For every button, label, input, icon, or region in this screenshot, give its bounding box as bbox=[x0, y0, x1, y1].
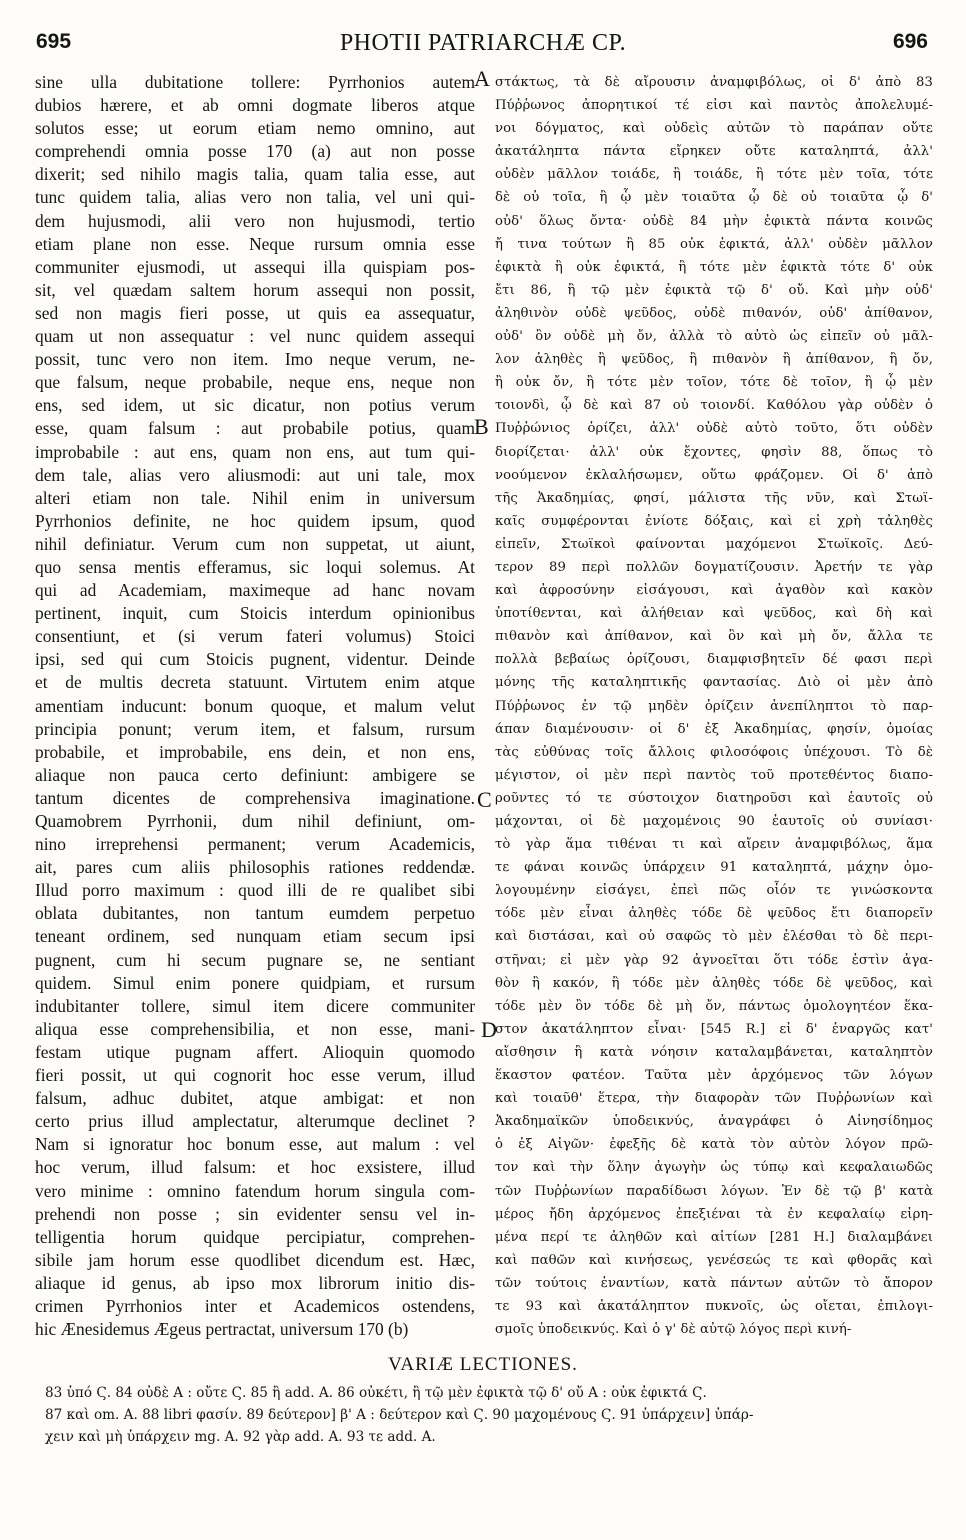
latin-text-line: hoc verum, illud falsum: et hoc exsistere, illud bbox=[35, 1157, 475, 1178]
greek-text-line: τερον 89 περὶ πολλῶν δογματίζουσιν. Ἀρετήν τε γὰρ bbox=[495, 559, 933, 575]
greek-text-line: τῆς Ἀκαδημίας, φησί, μάλιστα τῆς νῦν, καὶ Στωϊ- bbox=[495, 490, 933, 506]
latin-text-line: et de multis decreta statuunt. Virtutem enim atque bbox=[35, 672, 475, 693]
latin-text-line: Illud porro maximum : quod illi de re qualibet sibi bbox=[35, 880, 475, 901]
greek-text-line: ἀληθινὸν οὐδὲ ψεῦδος, οὐδὲ πιθανόν, οὐδ' ἀπίθανον, bbox=[495, 305, 933, 321]
latin-text-line: quam ut non assequatur : vel nunc quidem assequi bbox=[35, 326, 475, 347]
greek-text-line: τῶν τούτοις ἐναντίων, κατὰ πάντων αὐτῶν τὸ ἄπορον bbox=[495, 1275, 933, 1291]
latin-text-line: prehendi non posse ; sin evidenter sensu vel in- bbox=[35, 1203, 475, 1224]
variae-lectiones-heading: VARIÆ LECTIONES. bbox=[388, 1354, 578, 1375]
latin-text-line: communiter ejusmodi, ut assequi illa quispiam pos- bbox=[35, 256, 475, 277]
greek-text-line: τοιονδὶ, ᾧ δὲ καὶ 87 οὐ τοιονδί. Καθόλου γὰρ οὐδὲν ὁ bbox=[495, 398, 933, 414]
greek-text-line: καὶ παθῶν καὶ κινήσεως, γενέσεώς τε καὶ φθορᾶς καὶ bbox=[495, 1252, 933, 1268]
greek-text-line: μάχονται, οἱ δὲ μαχομένοις 90 ἑαυτοῖς οὐ συνίασι· bbox=[495, 814, 933, 829]
latin-text-line: telligentia horum quidque percipiatur, comprehen- bbox=[35, 1226, 475, 1247]
greek-text-line: ἔτι 86, ἢ τῷ μὲν ἐφικτὰ τῷ δ' οὔ. Καὶ μὴν οὐδ' bbox=[495, 282, 933, 298]
variant-note-line: 83 ὑπό Ϛ. 84 οὐδὲ A : οὔτε Ϛ. 85 ἢ add. A. 86 οὐκέτι, ἢ τῷ μὲν ἐφικτὰ τῷ δ' οὔ A : οὐκ ἐφικτά Ϛ. bbox=[45, 1385, 707, 1401]
latin-text-line: pertinent, inquit, cum Stoicis interdum opinionibus bbox=[35, 603, 475, 624]
latin-text-line: que falsum, neque probabile, neque ens, neque non bbox=[35, 372, 475, 393]
latin-text-line: nihil definiatur. Verum cum non suppetat, ut aiunt, bbox=[35, 533, 475, 554]
greek-text-line: τον καὶ τὴν ὅλην ἀγωγὴν ὡς τύπῳ καὶ κεφαλαιωδῶς bbox=[495, 1160, 933, 1176]
latin-text-line: dubios hærere, et ab omni dogmate liberos atque bbox=[35, 95, 475, 116]
margin-letter-c: C bbox=[477, 787, 492, 812]
greek-text-line: Πύῤῥωνος ἐν τῷ μηδὲν ὁρίζειν ἀνεπίληπτοι τὸ παρ- bbox=[495, 698, 933, 714]
greek-text-line: καὶ ἀφροσύνην εἰσάγουσι, καὶ ἀγαθὸν καὶ κακὸν bbox=[495, 583, 933, 599]
latin-text-line: tantum dicentes de comprehensiva imaginatione. bbox=[35, 787, 475, 808]
greek-text-line: στον ἀκατάληπτον εἶναι· [545 R.] εἰ δ' ἐναργῶς κατ' bbox=[495, 1021, 933, 1037]
latin-text-line: falsum, adhuc dubitet, atque ambigat: et non bbox=[35, 1088, 475, 1109]
greek-text-line: θὸν ἢ κακόν, ἢ τόδε μὲν ἀληθὲς τόδε δὲ ψεῦδος, καὶ bbox=[495, 975, 933, 991]
greek-text-line: στάκτως, τὰ δὲ αἴρουσιν ἀναμφιβόλως, οἱ δ' ἀπὸ 83 bbox=[495, 75, 933, 90]
greek-text-line: τὸ γὰρ ἅμα τιθέναι τι καὶ αἴρειν ἀναμφιβόλως, ἅμα bbox=[495, 837, 933, 853]
greek-text-line: τῶν Πυῤῥωνίων παραδίδωσι λόγων. Ἐν δὲ τῷ β' κατὰ bbox=[495, 1183, 933, 1199]
latin-column bbox=[35, 71, 475, 1351]
greek-text-line: αἴσθησιν ἢ κατὰ νόησιν καταλαμβάνεται, καταληπτὸν bbox=[495, 1044, 933, 1060]
latin-text-line: tunc quidem talia, alias vero non talia, vel uni qui- bbox=[35, 187, 475, 208]
latin-text-line: amentiam inducunt: bonum quoque, et malum velut bbox=[35, 695, 475, 716]
greek-text-line: νοούμενον ἐκλαλήσωμεν, οὕτω φράζομεν. Οἱ δ' ἀπὸ bbox=[495, 467, 933, 483]
greek-text-line: πιθανὸν καὶ ἀπίθανον, καὶ ὂν καὶ μὴ ὄν, ἄλλα τε bbox=[495, 629, 933, 645]
greek-text-line: τε 93 καὶ ἀκατάληπτον πυκνοῖς, ὡς οἴεται, ἐπιλογι- bbox=[495, 1298, 933, 1314]
greek-text-line: σμοῖς ὑποδεικνύς. Καὶ ὁ γ' δὲ αὐτῷ λόγος περὶ κινή- bbox=[495, 1322, 852, 1338]
latin-text-line: etiam plane non esse. Neque rursum omnia esse bbox=[35, 233, 475, 254]
latin-text-line: nino irreprehensi permanent; verum Academicis, bbox=[35, 834, 475, 855]
latin-text-line: sine ulla dubitatione tollere: Pyrrhonios autem bbox=[35, 72, 475, 92]
greek-text-line: οὐδ' ὅλως ὄντα· οὐδὲ 84 μὴν ἐφικτὰ πάντα κοινῶς bbox=[495, 213, 933, 229]
latin-text-line: ipsi, sed qui cum Stoicis pugnent, videntur. Deinde bbox=[35, 649, 475, 670]
greek-text-line: μέγιστον, οἱ μὲν περὶ παντὸς τοῦ προτεθέντος διαπο- bbox=[495, 767, 933, 783]
greek-text-line: τόδε μὲν ὂν τόδε δὲ μὴ ὄν, πάντως ὁμολογητέον ἕκα- bbox=[495, 998, 933, 1014]
greek-text-line: δὲ οὐ τοῖα, ἢ ᾧ μὲν τοιαῦτα ᾧ δὲ οὐ τοιαῦτα ᾧ δ' bbox=[495, 190, 933, 206]
latin-text-line: aliaque id genus, ab ipso mox librorum initio dis- bbox=[35, 1272, 475, 1293]
page-number-right: 696 bbox=[892, 30, 928, 53]
greek-text-line: καῖς συμφέρονται ἐνίοτε δόξαις, καὶ εἰ χρὴ τἀληθὲς bbox=[495, 513, 933, 529]
latin-text-line: consentiunt, et (si verum fateri volumus) Stoici bbox=[35, 626, 475, 647]
latin-text-line: sed non magis fieri posse, ut quis ea assequatur, bbox=[35, 302, 475, 323]
latin-text-line: qui ad Academiam, maximeque ad hanc novam bbox=[35, 580, 475, 601]
latin-text-line: pugnent, cum hi secum pugnare se, ne sentiant bbox=[35, 949, 475, 970]
greek-text-line: τόδε μὲν εἶναι ἀληθὲς τόδε δὲ ψεῦδος ἔτι διαπορεῖν bbox=[495, 906, 933, 922]
greek-text-line: άπαν διαμένουσιν· οἱ δ' ἐξ Ἀκαδημίας, φησίν, ὁμοίας bbox=[495, 721, 933, 737]
variant-note-line: 87 καὶ om. A. 88 libri φασίν. 89 δεύτερον] β' A : δεύτερον καὶ Ϛ. 90 μαχομένους Ϛ. 91 ὑπάρχειν] ὑπάρ- bbox=[45, 1407, 754, 1423]
latin-text-line: comprehendi omnia posse 170 (a) aut non posse bbox=[35, 141, 475, 162]
greek-text-line: Πύῤῥωνος ἀπορητικοί τέ εἰσι καὶ παντὸς ἀπολελυμέ- bbox=[495, 98, 933, 114]
greek-text-line: λογουμένην εἰσάγει, ἐπεὶ πῶς οἷόν τε γινώσκοντα bbox=[495, 883, 933, 899]
greek-text-line: καὶ διστάσαι, καὶ οὐ σαφῶς τὸ μὲν ἑλέσθαι τὸ δὲ περι- bbox=[495, 929, 933, 945]
page-number-left: 695 bbox=[36, 30, 72, 53]
greek-text-line: διορίζεται· ἀλλ' οὐκ ἔχοντες, φησὶν 88, ὅπως τὸ bbox=[495, 444, 933, 460]
latin-text-line: Pyrrhonios definite, ne hoc quidem ipsum, quod bbox=[35, 510, 475, 531]
variant-note-line: χειν καὶ μὴ ὑπάρχειν mg. A. 92 γὰρ add. A. 93 τε add. A. bbox=[45, 1429, 436, 1445]
latin-text-line: festam utique pugnam affert. Alioquin quomodo bbox=[35, 1041, 475, 1062]
latin-text-line: sibile jam horum esse quodlibet dicendum est. Hæc, bbox=[35, 1249, 475, 1270]
latin-text-line: ait, pares cum aliis philosophis rationes reddendæ. bbox=[35, 857, 475, 878]
page-header bbox=[0, 30, 966, 64]
latin-text-line: Quamobrem Pyrrhonii, dum nihil definiunt, om- bbox=[35, 811, 475, 831]
greek-text-line: ἐφικτὰ ἢ οὐκ ἐφικτά, ἢ τότε μὲν ἐφικτὰ τότε δ' οὐκ bbox=[495, 259, 933, 275]
latin-text-line: vero minime : omnino fatendum horum singula com- bbox=[35, 1180, 475, 1201]
latin-text-line: dem hujusmodi, alii vero non hujusmodi, tertio bbox=[35, 210, 475, 231]
latin-text-line: aliqua esse comprehensibilia, et non esse, mani- bbox=[35, 1018, 475, 1039]
greek-text-line: ἢ οὐκ ὄν, ἢ τότε μὲν τοῖον, τότε δὲ τοῖον, ἢ ᾧ μὲν bbox=[495, 375, 933, 391]
greek-text-line: ὁ ἐξ Αἰγῶν· ἐφεξῆς δὲ κατὰ τὸν αὐτὸν λόγον πρῶ- bbox=[495, 1137, 933, 1153]
latin-text-line: hic Ænesidemus Ægeus pertractat, universum 170 (b) bbox=[35, 1319, 409, 1340]
latin-text-line: quidem. Simul enim ponere quidpiam, et rursum bbox=[35, 972, 475, 993]
greek-text-line: οὐδ' ὂν οὐδὲ μὴ ὄν, ἀλλὰ τὸ αὐτὸ ὡς εἰπεῖν οὐ μᾶλ- bbox=[495, 329, 933, 345]
latin-text-line: fieri possit, ut qui cognorit hoc esse verum, illud bbox=[35, 1065, 475, 1086]
latin-text-line: probabile, et improbabile, ens dein, et non ens, bbox=[35, 741, 475, 762]
latin-text-line: aliaque non pauca certo definiunt: ambigere se bbox=[35, 764, 475, 785]
latin-text-line: indubitanter tollere, simul item dicere communiter bbox=[35, 995, 475, 1016]
greek-text-line: μέρος ἤδη ἀρχόμενος ἐπεξιέναι τὰ ἐν κεφαλαίῳ εἰρη- bbox=[495, 1206, 933, 1222]
greek-text-line: μόνης τῆς καταληπτικῆς φαντασίας. Διὸ οἱ μὲν ἀπὸ bbox=[495, 675, 933, 691]
latin-text-line: improbabile : aut ens, quam non ens, aut tum qui- bbox=[35, 441, 475, 462]
greek-text-line: ἤ τινα τούτων ἢ 85 οὐκ ἐφικτά, ἀλλ' οὐδὲν μᾶλλον bbox=[495, 236, 933, 252]
latin-text-line: possit, tunc vero non item. Imo neque verum, ne- bbox=[35, 349, 475, 370]
greek-text-line: Πυῤῥώνιος ὁρίζει, ἀλλ' οὐδὲ αὐτὸ τοῦτο, ὅτι οὐδὲν bbox=[495, 421, 933, 437]
greek-text-line: τε φάναι κοινῶς ὑπάρχειν 91 καταληπτά, μάχην ὁμο- bbox=[495, 860, 933, 876]
latin-text-line: dixerit; sed nihilo magis talia, quam talia esse, aut bbox=[35, 164, 475, 185]
greek-text-line: λον ἀληθὲς ἢ ψεῦδος, ἢ πιθανὸν ἢ ἀπίθανον, ἢ ὄν, bbox=[495, 352, 933, 368]
latin-text-line: sit, vel quædam saltem horum assequi non possit, bbox=[35, 279, 475, 300]
latin-text-line: crimen Pyrrhonios inter et Academicos ostendens, bbox=[35, 1295, 475, 1316]
greek-text-line: ὑποτίθενται, καὶ ἀλήθειαν καὶ ψεῦδος, καὶ δὴ καὶ bbox=[495, 606, 933, 622]
latin-text-line: principia ponunt; verum item, et falsum, rursum bbox=[35, 718, 475, 739]
greek-text-line: καὶ τοιαῦθ' ἕτερα, τὴν διαφορὰν τῶν Πυῤῥωνίων καὶ bbox=[495, 1091, 933, 1107]
latin-text-line: teneant ordinem, sed nunquam etiam secum ipsi bbox=[35, 926, 475, 947]
greek-column bbox=[495, 71, 933, 1351]
margin-letter-d: D bbox=[481, 1017, 497, 1042]
greek-text-line: ἀκατάληπτα πάντα εἴρηκεν οὔτε καταληπτά, ἀλλ' bbox=[495, 144, 933, 160]
page-title: PHOTII PATRIARCHÆ CP. bbox=[339, 30, 627, 56]
latin-text-line: quo sensa mentis efferamus, sic loqui solemus. At bbox=[35, 556, 475, 577]
greek-text-line: Ἀκαδημαϊκῶν ὑποδεικνύς, ἀναγράφει ὁ Αἰνησίδημος bbox=[495, 1114, 933, 1130]
greek-text-line: ροῦντες τό τε σύστοιχον διατηροῦσι καὶ ἑαυτοῖς οὐ bbox=[495, 790, 933, 806]
greek-text-line: εἰπεῖν, Στωϊκοὶ φαίνονται μαχόμενοι Στωϊκοῖς. Δεύ- bbox=[495, 536, 933, 552]
latin-text-line: Nam si ignoratur hoc bonum esse, aut malum : vel bbox=[35, 1134, 475, 1155]
greek-text-line: νοι δόγματος, καὶ οὐδεὶς αὐτῶν τὸ παράπαν οὔτε bbox=[495, 121, 933, 137]
margin-letter-b: B bbox=[474, 414, 489, 439]
greek-text-line: μένα περί τε ἀληθῶν καὶ αἰτίων [281 H.] διαλαμβάνει bbox=[495, 1229, 933, 1245]
latin-text-line: ens, sed idem, ut sic dicatur, non potius verum bbox=[35, 395, 475, 416]
latin-text-line: alteri etiam non tale. Nihil enim in universum bbox=[35, 487, 475, 508]
greek-text-line: ἕκαστον φατέον. Ταῦτα μὲν ἀρχόμενος τῶν λόγων bbox=[495, 1068, 933, 1084]
latin-text-line: esse, quam falsum : aut probabile potius, quam bbox=[35, 418, 475, 439]
greek-text-line: τὰς εὐθύνας τοῖς ἄλλοις φιλοσόφοις ὑπέχουσι. Τὸ δὲ bbox=[495, 744, 933, 760]
latin-text-line: dem tale, alias vero aliusmodi: aut uni tale, mox bbox=[35, 464, 475, 485]
latin-text-line: solutos esse; ut eorum etiam nemo omnino, aut bbox=[35, 118, 475, 139]
greek-text-line: πολλὰ βεβαίως ὁρίζουσι, διαμφισβητεῖν δέ φασι περὶ bbox=[495, 652, 933, 668]
margin-letter-a: A bbox=[474, 66, 490, 91]
greek-text-line: οὐδὲν μᾶλλον τοιάδε, ἢ τοιάδε, ἢ τότε μὲν τοῖα, τότε bbox=[495, 167, 933, 183]
latin-text-line: oblata dubitantes, non tantum eumdem perpetuo bbox=[35, 903, 475, 924]
greek-text-line: στῆναι; εἰ μὲν γὰρ 92 ἀγνοεῖται ὅτι τόδε ἐστὶν ἀγα- bbox=[495, 952, 933, 968]
latin-text-line: certo prius illud amplectatur, alterumque declinet ? bbox=[35, 1111, 475, 1132]
variae-lectiones-notes bbox=[45, 1382, 935, 1448]
